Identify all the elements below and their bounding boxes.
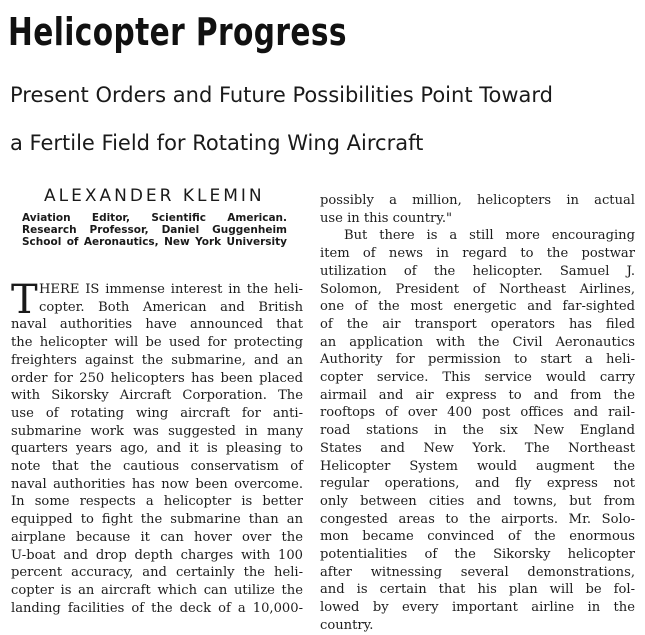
text-line: Authority for permission to start a heli- (320, 352, 635, 368)
text-line: States and New York. The Northeast (320, 440, 635, 456)
text-line: landing facilities of the deck of a 10,000- (11, 600, 303, 616)
affiliation-line: Research Professor, Daniel Guggenheim (22, 224, 287, 236)
text-line: copter service. This service would carry (320, 370, 635, 386)
text-line: order for 250 helicopters has been placed (11, 370, 303, 386)
right-column-text (320, 192, 635, 635)
text-line: an application with the Civil Aeronautics (320, 334, 635, 350)
text-line: after witnessing several demonstrations, (320, 564, 635, 580)
text-line: percent accuracy, and certainly the heli- (11, 565, 303, 581)
text-line: potentialities of the Sikorsky helicopter (320, 547, 635, 563)
article-subtitle-line-1: Present Orders and Future Possibilities Point Toward (10, 83, 553, 107)
text-line: only between cities and towns, but from (320, 493, 635, 509)
text-line: Solomon, President of Northeast Airlines, (320, 281, 635, 297)
text-line: But there is a still more encouraging (344, 228, 635, 244)
text-line: mon became convinced of the enormous (320, 529, 635, 545)
text-line: possibly a million, helicopters in actual (320, 193, 635, 208)
text-line: utilization of the helicopter. Samuel J. (320, 263, 635, 279)
text-line: freighters against the submarine, and an (11, 352, 303, 368)
text-line: note that the cautious conservatism of (11, 459, 303, 475)
text-line: one of the most energetic and far-sighted (320, 299, 635, 315)
text-line: congested areas to the airports. Mr. Solo- (320, 511, 635, 527)
text-line: use in this country." (320, 210, 453, 226)
text-line: In some respects a helicopter is better (11, 494, 303, 510)
text-line: regular operations, and fly express not (320, 476, 635, 492)
text-line: and is certain that his plan will be fol- (320, 582, 635, 598)
text-line: road stations in the six New England (320, 423, 635, 439)
text-line: copter. Both American and British (39, 299, 303, 315)
author-affiliation (22, 212, 287, 248)
text-line: item of news in regard to the postwar (320, 246, 635, 262)
affiliation-line: Aviation Editor, Scientific American. (22, 212, 287, 224)
text-line: naval authorities has now been overcome. (11, 476, 303, 492)
text-line: naval authorities have announced that (11, 317, 303, 333)
article-subtitle-line-2: a Fertile Field for Rotating Wing Aircraft (10, 131, 424, 155)
text-line: lowed by every important airline in the (320, 600, 635, 616)
text-line: use of rotating wing aircraft for anti- (11, 405, 303, 421)
text-line: airmail and air express to and from the (320, 387, 635, 403)
text-line: HERE IS immense interest in the heli- (39, 282, 303, 297)
text-line: airplane because it can hover over the (11, 529, 303, 545)
left-column-text (11, 277, 303, 617)
text-line: Helicopter System would augment the (320, 458, 635, 474)
author-name: ALEXANDER KLEMIN (44, 186, 265, 206)
affiliation-line: School of Aeronautics, New York University (22, 236, 287, 248)
drop-cap: T (11, 277, 38, 323)
text-line: the helicopter will be used for protecting (11, 335, 303, 351)
text-line: quarters years ago, and it is pleasing to (11, 441, 303, 457)
text-line: equipped to fight the submarine than an (11, 512, 303, 528)
text-line: with Sikorsky Aircraft Corporation. The (11, 388, 303, 404)
article-title: Helicopter Progress (8, 10, 347, 54)
text-line: rooftops of over 400 post offices and rail- (320, 405, 635, 421)
text-line: copter is an aircraft which can utilize the (11, 582, 303, 598)
text-line: country. (320, 617, 374, 633)
text-line: U-boat and drop depth charges with 100 (11, 547, 303, 563)
text-line: of the air transport operators has filed (320, 316, 635, 332)
text-line: submarine work was suggested in many (11, 423, 303, 439)
